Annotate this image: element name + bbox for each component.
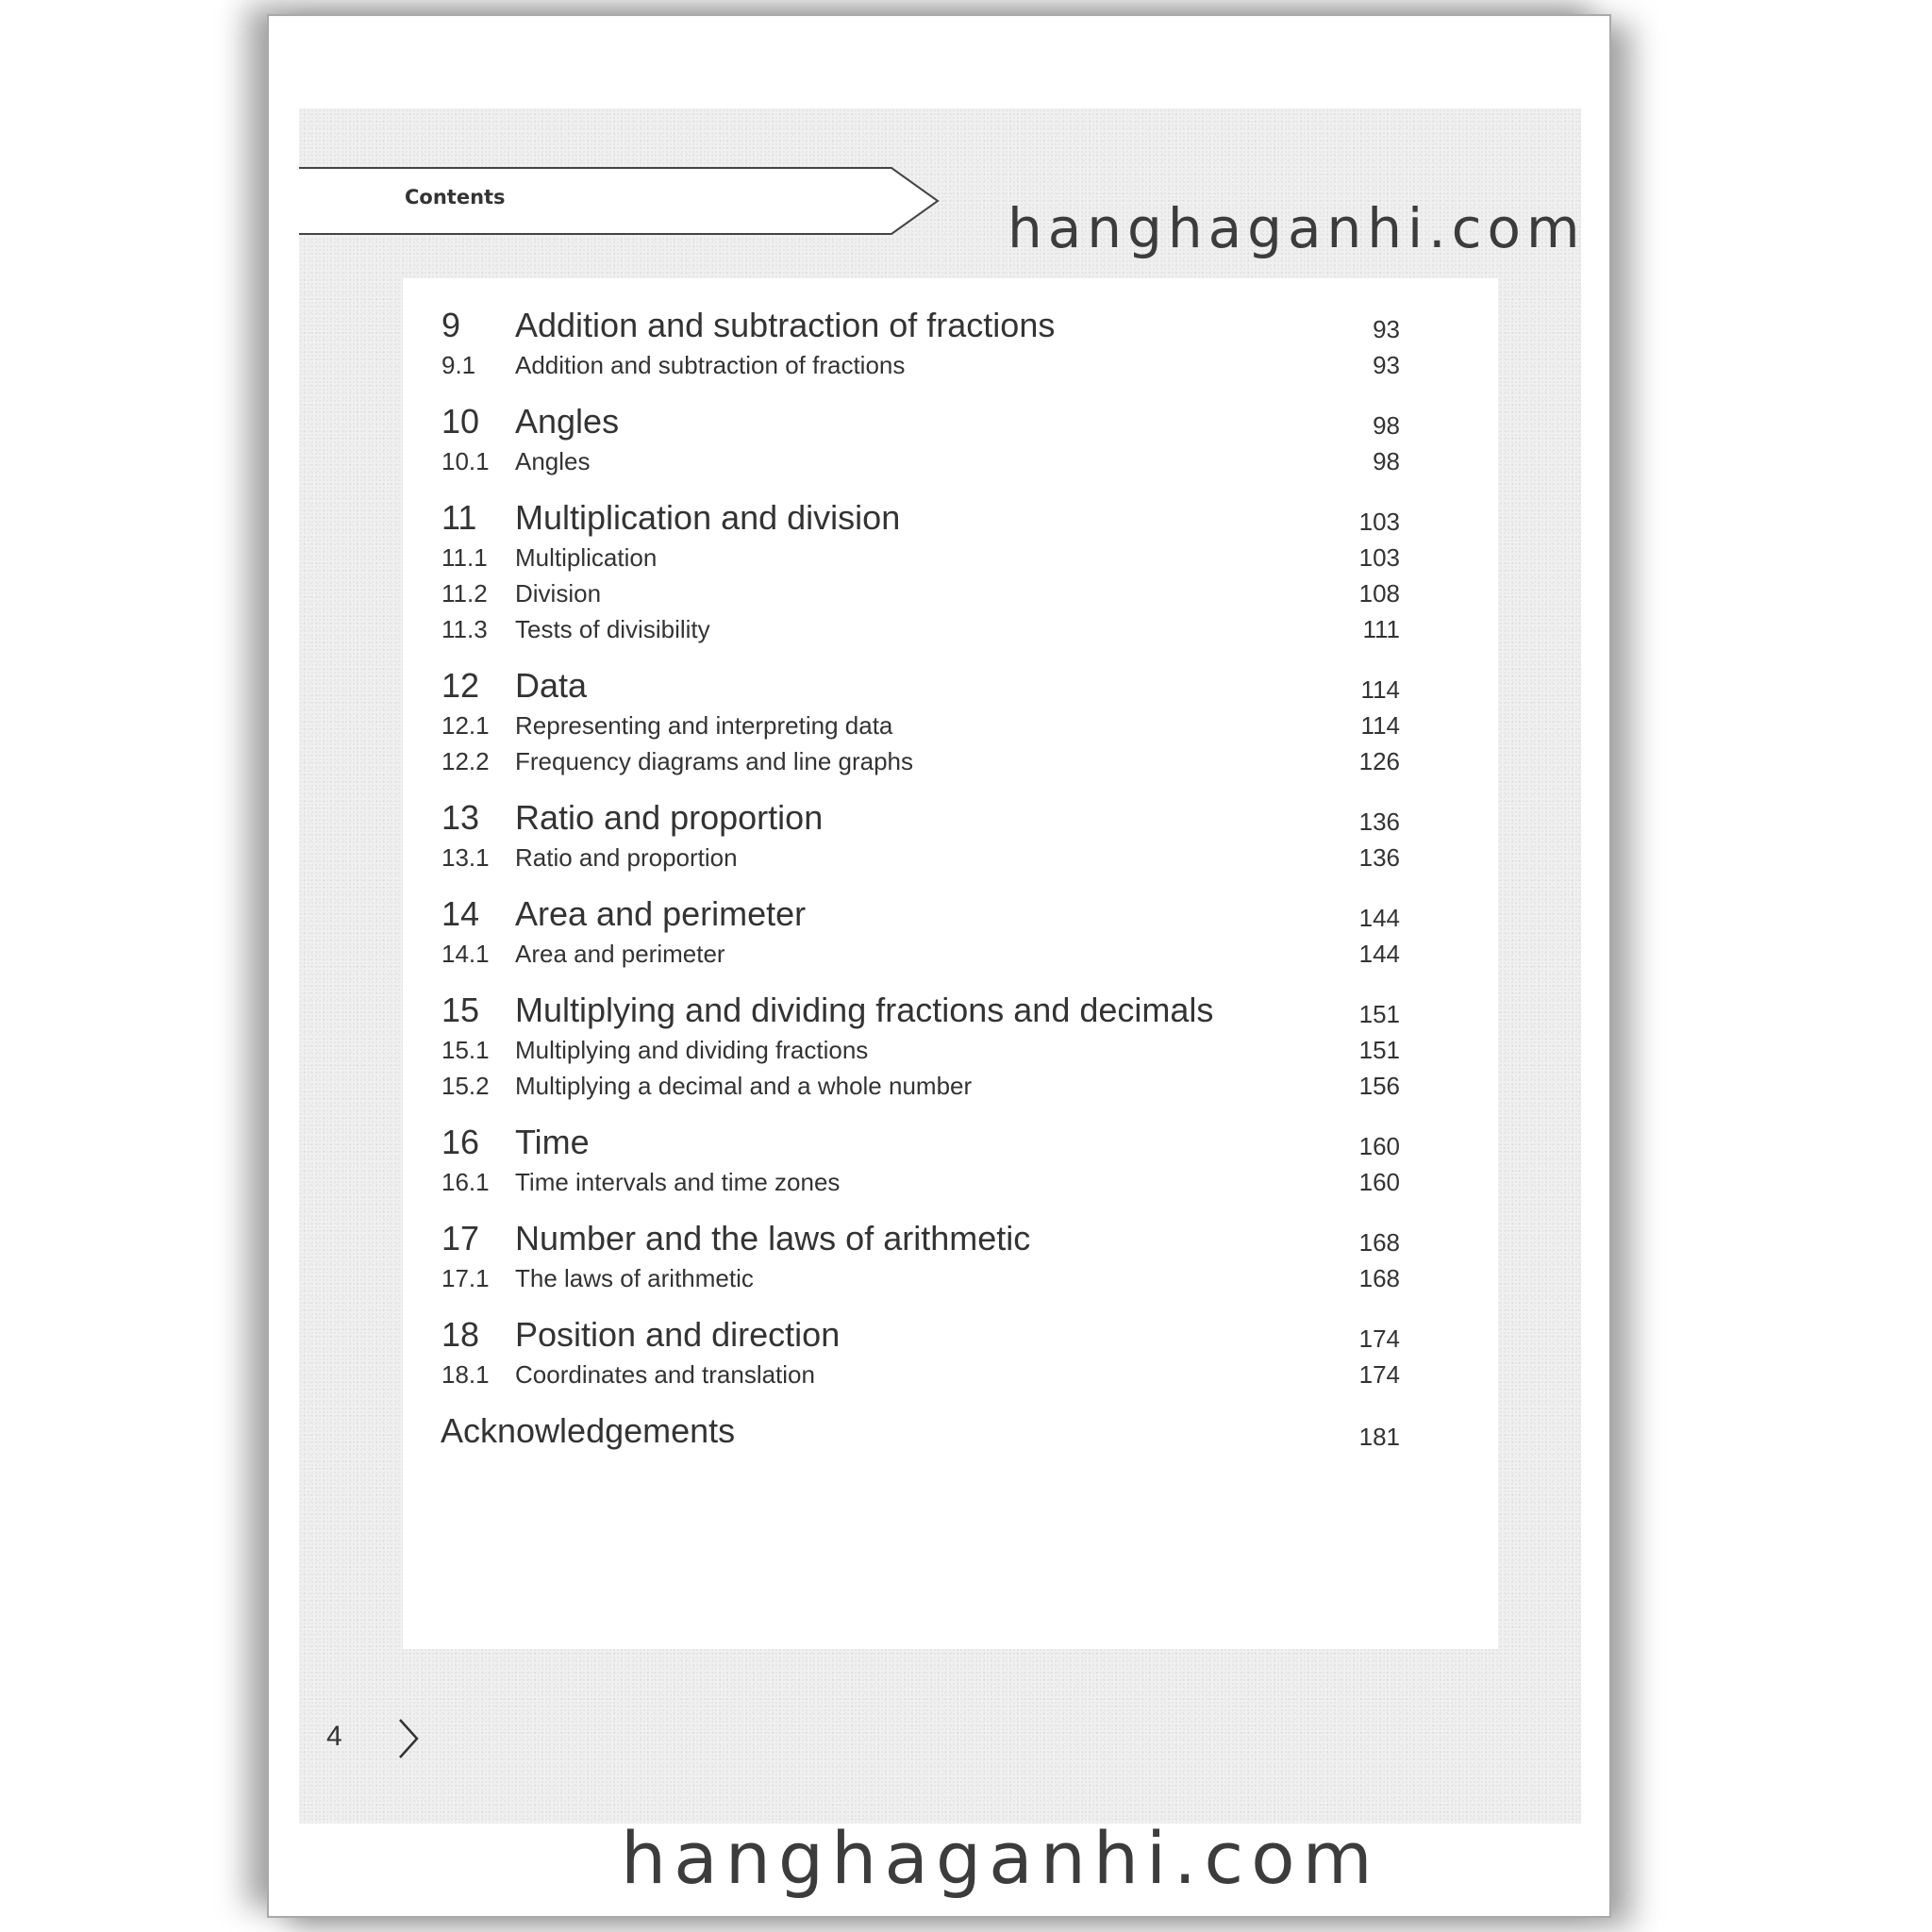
section-number: 13.1	[441, 843, 490, 872]
toc-section-row[interactable]	[441, 1355, 1400, 1391]
section-title: Angles	[515, 447, 591, 475]
chapter-title: Position and direction	[515, 1315, 841, 1354]
section-page: 103	[1358, 543, 1400, 572]
section-page: 98	[1373, 447, 1400, 475]
chapter-page: 136	[1358, 808, 1400, 836]
section-page: 144	[1358, 940, 1400, 968]
section-title: The laws of arithmetic	[515, 1264, 754, 1292]
toc-chapter-row[interactable]	[441, 794, 1400, 838]
chapter-title: Data	[515, 666, 588, 705]
section-page: 126	[1358, 747, 1400, 775]
toc-section-row[interactable]	[441, 1162, 1400, 1198]
toc-acknowledgements-row[interactable]	[441, 1407, 1400, 1451]
section-title: Tests of divisibility	[515, 615, 710, 643]
section-title: Time intervals and time zones	[515, 1168, 841, 1196]
chapter-page: 114	[1360, 675, 1400, 704]
toc-chapter-row[interactable]	[441, 987, 1400, 1030]
section-number: 14.1	[441, 940, 490, 968]
toc-chapter	[441, 398, 1400, 477]
chapter-number: 12	[441, 666, 480, 705]
section-number: 11.3	[441, 615, 488, 643]
toc-chapter	[441, 1311, 1400, 1391]
chapter-page: 174	[1358, 1324, 1400, 1353]
section-title: Multiplying and dividing fractions	[515, 1036, 869, 1064]
toc-chapter-row[interactable]	[441, 1215, 1400, 1258]
toc-chapter-row[interactable]	[441, 662, 1400, 706]
toc-section-row[interactable]	[441, 741, 1400, 777]
section-number: 17.1	[441, 1264, 490, 1292]
section-number: 12.2	[441, 747, 490, 775]
section-page: 111	[1362, 615, 1400, 643]
chapter-number: 13	[441, 798, 480, 837]
section-title: Ratio and proportion	[515, 843, 738, 872]
toc-chapter	[441, 1215, 1400, 1294]
section-label: Contents	[405, 186, 506, 208]
toc-section-row[interactable]	[441, 706, 1400, 741]
toc-chapter	[441, 302, 1400, 381]
section-title: Division	[515, 579, 602, 608]
section-title: Representing and interpreting data	[515, 711, 893, 740]
chapter-number: 16	[441, 1123, 480, 1161]
section-page: 108	[1358, 579, 1400, 608]
chapter-title: Angles	[515, 402, 620, 441]
section-number: 10.1	[441, 447, 490, 475]
chapter-number: 14	[441, 894, 480, 933]
section-title: Coordinates and translation	[515, 1360, 815, 1389]
chapter-title: Area and perimeter	[515, 894, 807, 933]
chapter-page: 98	[1373, 411, 1400, 440]
section-title: Addition and subtraction of fractions	[515, 351, 906, 379]
section-page: 168	[1358, 1264, 1400, 1292]
watermark-bottom: hanghaganhi.com	[621, 1816, 1380, 1900]
section-title: Multiplication	[515, 543, 658, 572]
chapter-title: Ratio and proportion	[515, 798, 824, 837]
acknowledgements-page: 181	[1358, 1423, 1400, 1451]
section-page: 93	[1373, 351, 1400, 379]
toc-section-row[interactable]	[441, 934, 1400, 970]
toc-chapter	[441, 987, 1400, 1102]
chapter-title: Time	[515, 1123, 590, 1161]
chapter-title: Multiplication and division	[515, 498, 901, 537]
section-page: 156	[1358, 1072, 1400, 1100]
toc-section-row[interactable]	[441, 574, 1400, 609]
chapter-title: Addition and subtraction of fractions	[515, 306, 1056, 344]
toc-section-row[interactable]	[441, 609, 1400, 645]
chapter-number: 17	[441, 1219, 480, 1257]
page-number: 4	[326, 1721, 342, 1752]
toc-chapter-row[interactable]	[441, 494, 1400, 538]
contents-banner	[299, 167, 941, 235]
chapter-page: 103	[1358, 508, 1400, 536]
toc-section-row[interactable]	[441, 1030, 1400, 1066]
chapter-number: 18	[441, 1315, 480, 1354]
section-number: 18.1	[441, 1360, 490, 1389]
chapter-title: Multiplying and dividing fractions and decimals	[515, 991, 1214, 1029]
toc-section-row[interactable]	[441, 441, 1400, 477]
section-page: 174	[1358, 1360, 1400, 1389]
table-of-contents	[441, 302, 1400, 1451]
chapter-page: 144	[1358, 904, 1400, 932]
section-title: Area and perimeter	[515, 940, 725, 968]
banner-arrow-shape	[299, 167, 941, 235]
section-page: 151	[1358, 1036, 1400, 1064]
section-page: 136	[1358, 843, 1400, 872]
section-page: 160	[1358, 1168, 1400, 1196]
chapter-page: 160	[1358, 1132, 1400, 1160]
section-number: 11.2	[441, 579, 488, 608]
toc-chapter	[441, 794, 1400, 874]
toc-chapter	[441, 662, 1400, 777]
section-number: 12.1	[441, 711, 490, 740]
watermark-top: hanghaganhi.com	[1008, 196, 1586, 260]
toc-section-row[interactable]	[441, 838, 1400, 874]
section-number: 15.1	[441, 1036, 490, 1064]
chevron-right-icon	[396, 1717, 423, 1760]
chapter-number: 11	[441, 498, 477, 537]
toc-section-row[interactable]	[441, 1258, 1400, 1294]
toc-chapter-row[interactable]	[441, 1119, 1400, 1162]
toc-chapter	[441, 891, 1400, 970]
chapter-page: 168	[1358, 1228, 1400, 1257]
chapter-number: 10	[441, 402, 480, 441]
toc-chapter	[441, 494, 1400, 645]
toc-chapter-row[interactable]	[441, 302, 1400, 345]
toc-chapter-row[interactable]	[441, 891, 1400, 934]
chapter-title: Number and the laws of arithmetic	[515, 1219, 1031, 1257]
section-number: 11.1	[441, 543, 488, 572]
toc-chapter	[441, 1119, 1400, 1198]
toc-section-row[interactable]	[441, 1066, 1400, 1102]
chapter-number: 15	[441, 991, 480, 1029]
section-number: 9.1	[441, 351, 476, 379]
acknowledgements-title: Acknowledgements	[441, 1411, 736, 1450]
chapter-number: 9	[441, 306, 461, 344]
section-title: Frequency diagrams and line graphs	[515, 747, 914, 775]
section-number: 15.2	[441, 1072, 490, 1100]
chapter-page: 93	[1373, 315, 1400, 343]
section-page: 114	[1360, 711, 1400, 740]
toc-chapter-row[interactable]	[441, 1311, 1400, 1355]
section-title: Multiplying a decimal and a whole number	[515, 1072, 973, 1100]
chapter-page: 151	[1358, 1000, 1400, 1028]
toc-chapter-row[interactable]	[441, 398, 1400, 441]
toc-section-row[interactable]	[441, 538, 1400, 574]
section-number: 16.1	[441, 1168, 490, 1196]
toc-section-row[interactable]	[441, 345, 1400, 381]
